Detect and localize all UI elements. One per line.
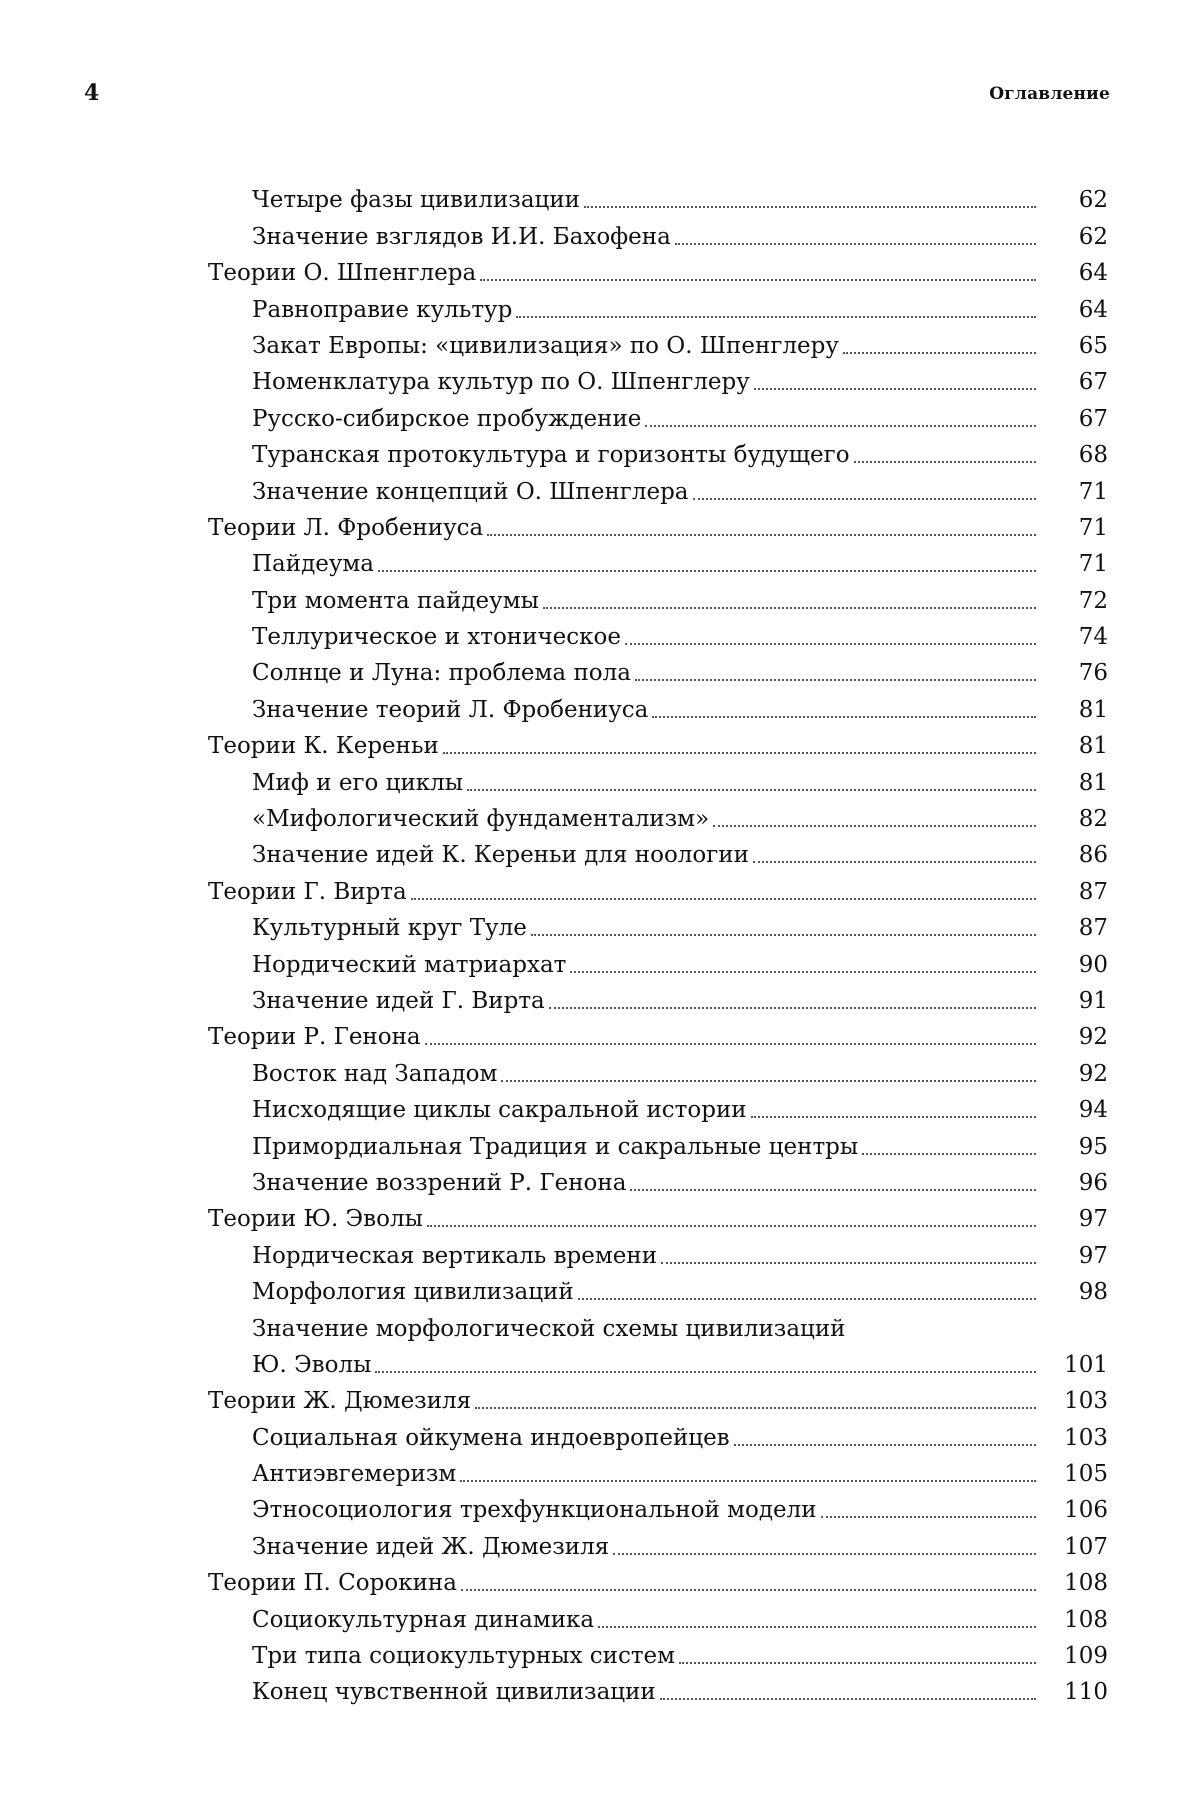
dot-leader xyxy=(613,1553,1036,1555)
dot-leader xyxy=(475,1407,1036,1409)
toc-section xyxy=(208,506,1108,542)
dot-leader xyxy=(427,1225,1036,1227)
toc-section xyxy=(208,1197,1108,1233)
toc-entry-page: 109 xyxy=(1064,1643,1108,1670)
toc-entry xyxy=(208,214,1108,250)
dot-leader xyxy=(661,1262,1036,1264)
toc-entry-title: Теории К. Кереньи xyxy=(208,733,439,760)
dot-leader xyxy=(549,1007,1036,1009)
toc-entry-title: Теллурическое и хтоническое xyxy=(252,624,621,651)
toc-entry-page: 97 xyxy=(1078,1206,1108,1233)
toc-entry-title: Три момента пайдеумы xyxy=(252,587,539,614)
dot-leader xyxy=(411,898,1036,900)
dot-leader xyxy=(679,1662,1036,1664)
toc-entry-title: Социальная ойкумена индоевропейцев xyxy=(252,1424,730,1451)
dot-leader xyxy=(821,1516,1036,1518)
dot-leader xyxy=(467,789,1036,791)
toc-entry-title-continuation: Ю. Эволы xyxy=(252,1351,372,1378)
toc-entry-title: Теории П. Сорокина xyxy=(208,1570,457,1597)
toc-section xyxy=(208,1015,1108,1051)
toc-entry-page: 65 xyxy=(1078,332,1108,359)
toc-section xyxy=(208,251,1108,287)
toc-entry-page: 92 xyxy=(1078,1060,1108,1087)
dot-leader xyxy=(645,425,1036,427)
toc-entry-title: Нордический матриархат xyxy=(252,951,567,978)
dot-leader xyxy=(461,1589,1036,1591)
toc-entry xyxy=(208,1524,1108,1560)
toc-entry xyxy=(208,979,1108,1015)
toc-entry-title: Культурный круг Туле xyxy=(252,915,527,942)
toc-entry-title: Значение воззрений Р. Генона xyxy=(252,1169,627,1196)
toc-section xyxy=(208,1561,1108,1597)
toc-entry xyxy=(208,833,1108,869)
toc-entry-title: Закат Европы: «цивилизация» по О. Шпенглеру xyxy=(252,332,839,359)
toc-entry-title: Туранская протокультура и горизонты будущего xyxy=(252,442,850,469)
dot-leader xyxy=(854,461,1036,463)
dot-leader xyxy=(375,1371,1036,1373)
dot-leader xyxy=(625,643,1036,645)
toc-entry xyxy=(208,396,1108,432)
toc-entry-title: Теории Л. Фробениуса xyxy=(208,514,484,541)
toc-entry xyxy=(208,578,1108,614)
dot-leader xyxy=(531,934,1036,936)
toc-entry-title: Восток над Западом xyxy=(252,1060,498,1087)
toc-entry-title: Значение взглядов И.И. Бахофена xyxy=(252,223,671,250)
dot-leader xyxy=(635,679,1036,681)
toc-entry xyxy=(208,1597,1108,1633)
toc-entry-title: Пайдеума xyxy=(252,551,375,578)
dot-leader xyxy=(630,1189,1036,1191)
toc-entry xyxy=(208,906,1108,942)
toc-entry-page: 107 xyxy=(1064,1533,1108,1560)
page-number: 4 xyxy=(84,80,100,106)
toc-entry xyxy=(208,760,1108,796)
toc-entry-page: 103 xyxy=(1064,1424,1108,1451)
toc-entry-title: Значение концепций О. Шпенглера xyxy=(252,478,689,505)
toc-entry xyxy=(208,1270,1108,1306)
toc-entry-page: 71 xyxy=(1078,551,1108,578)
toc-entry-page: 98 xyxy=(1078,1279,1108,1306)
dot-leader xyxy=(734,1444,1036,1446)
toc-entry-page: 62 xyxy=(1078,187,1108,214)
toc-entry xyxy=(208,324,1108,360)
dot-leader xyxy=(584,206,1036,208)
dot-leader xyxy=(378,570,1036,572)
toc-entry xyxy=(208,1233,1108,1269)
dot-leader xyxy=(487,534,1036,536)
toc-entry-page: 105 xyxy=(1064,1461,1108,1488)
toc-entry xyxy=(208,1051,1108,1087)
running-head: Оглавление xyxy=(989,84,1110,104)
toc-entry xyxy=(208,542,1108,578)
toc-entry-page: 94 xyxy=(1078,1097,1108,1124)
dot-leader xyxy=(460,1480,1036,1482)
toc-entry-page: 108 xyxy=(1064,1570,1108,1597)
toc-entry-title: Солнце и Луна: проблема пола xyxy=(252,660,631,687)
dot-leader xyxy=(675,243,1036,245)
toc-entry xyxy=(208,1634,1108,1670)
toc-entry-page: 67 xyxy=(1078,369,1108,396)
toc-entry-page: 71 xyxy=(1078,514,1108,541)
dot-leader xyxy=(693,498,1036,500)
toc-entry xyxy=(208,287,1108,323)
toc-entry xyxy=(208,1306,1108,1342)
dot-leader xyxy=(543,607,1036,609)
toc-entry-page: 92 xyxy=(1078,1024,1108,1051)
toc-entry-page: 64 xyxy=(1078,296,1108,323)
dot-leader xyxy=(713,825,1036,827)
dot-leader xyxy=(862,1153,1036,1155)
toc-entry-title: Теории Р. Генона xyxy=(208,1024,421,1051)
toc-entry-page: 81 xyxy=(1078,696,1108,723)
toc-entry-page: 72 xyxy=(1078,587,1108,614)
toc-entry xyxy=(208,1488,1108,1524)
dot-leader xyxy=(443,752,1036,754)
toc-entry-title: Теории Ю. Эволы xyxy=(208,1206,423,1233)
toc-entry xyxy=(208,615,1108,651)
toc-entry-page: 68 xyxy=(1078,442,1108,469)
toc-entry xyxy=(208,651,1108,687)
toc-entry-page: 81 xyxy=(1078,733,1108,760)
toc-entry xyxy=(208,1670,1108,1706)
toc-entry-title: Социокультурная динамика xyxy=(252,1606,595,1633)
toc-entry-page: 87 xyxy=(1078,915,1108,942)
toc-entry xyxy=(208,1415,1108,1451)
toc-entry-page: 67 xyxy=(1078,405,1108,432)
dot-leader xyxy=(751,1116,1036,1118)
toc-entry xyxy=(208,360,1108,396)
toc-section xyxy=(208,869,1108,905)
toc-entry-page: 74 xyxy=(1078,624,1108,651)
toc-entry xyxy=(208,1161,1108,1197)
toc-entry-title: Теории Ж. Дюмезиля xyxy=(208,1388,472,1415)
toc-entry-page: 103 xyxy=(1064,1388,1108,1415)
toc-entry-page: 76 xyxy=(1078,660,1108,687)
toc-entry-title: Миф и его циклы xyxy=(252,769,464,796)
toc-entry xyxy=(208,433,1108,469)
toc-entry xyxy=(208,942,1108,978)
toc-entry-page: 91 xyxy=(1078,987,1108,1014)
toc-entry-title: Теории Г. Вирта xyxy=(208,878,407,905)
toc-entry-title: Конец чувственной цивилизации xyxy=(252,1679,656,1706)
toc-entry-title: «Мифологический фундаментализм» xyxy=(252,806,710,833)
toc-entry xyxy=(208,1124,1108,1160)
toc-entry-page: 64 xyxy=(1078,260,1108,287)
toc-entry-title: Антиэвгемеризм xyxy=(252,1461,457,1488)
toc-entry-title: Значение идей Ж. Дюмезиля xyxy=(252,1533,610,1560)
toc-entry-continuation xyxy=(208,1343,1108,1379)
toc-entry-page: 81 xyxy=(1078,769,1108,796)
toc-entry-title: Номенклатура культур по О. Шпенглеру xyxy=(252,369,750,396)
dot-leader xyxy=(753,861,1036,863)
toc-entry-page: 90 xyxy=(1078,951,1108,978)
toc-entry-title: Этносоциология трехфункциональной модели xyxy=(252,1497,817,1524)
toc-entry-page: 106 xyxy=(1064,1497,1108,1524)
toc-entry-page: 86 xyxy=(1078,842,1108,869)
toc-entry-page: 96 xyxy=(1078,1169,1108,1196)
toc-entry-page: 101 xyxy=(1064,1351,1108,1378)
toc-entry-title: Теории О. Шпенглера xyxy=(208,260,477,287)
dot-leader xyxy=(754,388,1036,390)
toc-entry-title: Морфология цивилизаций xyxy=(252,1279,574,1306)
toc-entry xyxy=(208,1088,1108,1124)
toc-entry-title: Значение идей Г. Вирта xyxy=(252,987,545,1014)
toc-entry-page: 62 xyxy=(1078,223,1108,250)
toc-entry-title: Значение морфологической схемы цивилизаций xyxy=(252,1315,846,1342)
toc-entry-page: 110 xyxy=(1064,1679,1108,1706)
dot-leader xyxy=(652,716,1036,718)
toc-entry-page: 87 xyxy=(1078,878,1108,905)
toc-section xyxy=(208,724,1108,760)
toc-entry-page: 82 xyxy=(1078,806,1108,833)
toc-entry-page: 97 xyxy=(1078,1242,1108,1269)
toc-entry-title: Четыре фазы цивилизации xyxy=(252,187,580,214)
dot-leader xyxy=(516,316,1036,318)
toc-entry-title: Нордическая вертикаль времени xyxy=(252,1242,658,1269)
toc-entry-page: 95 xyxy=(1078,1133,1108,1160)
toc-entry xyxy=(208,469,1108,505)
table-of-contents xyxy=(208,178,1108,1706)
dot-leader xyxy=(843,352,1036,354)
dot-leader xyxy=(570,971,1036,973)
toc-entry-title: Нисходящие циклы сакральной истории xyxy=(252,1097,747,1124)
toc-entry-title: Значение теорий Л. Фробениуса xyxy=(252,696,649,723)
dot-leader xyxy=(660,1698,1036,1700)
toc-entry xyxy=(208,797,1108,833)
toc-entry-title: Примордиальная Традиция и сакральные центры xyxy=(252,1133,859,1160)
dot-leader xyxy=(425,1043,1036,1045)
toc-entry-title: Равноправие культур xyxy=(252,296,513,323)
toc-entry-title: Значение идей К. Кереньи для ноологии xyxy=(252,842,749,869)
dot-leader xyxy=(480,279,1036,281)
toc-entry xyxy=(208,687,1108,723)
dot-leader xyxy=(501,1080,1036,1082)
dot-leader xyxy=(598,1626,1036,1628)
dot-leader xyxy=(578,1298,1036,1300)
toc-section xyxy=(208,1379,1108,1415)
toc-entry-title: Русско-сибирское пробуждение xyxy=(252,405,642,432)
toc-entry-page: 108 xyxy=(1064,1606,1108,1633)
toc-entry xyxy=(208,178,1108,214)
toc-entry xyxy=(208,1452,1108,1488)
toc-entry-title: Три типа социокультурных систем xyxy=(252,1643,676,1670)
toc-entry-page: 71 xyxy=(1078,478,1108,505)
